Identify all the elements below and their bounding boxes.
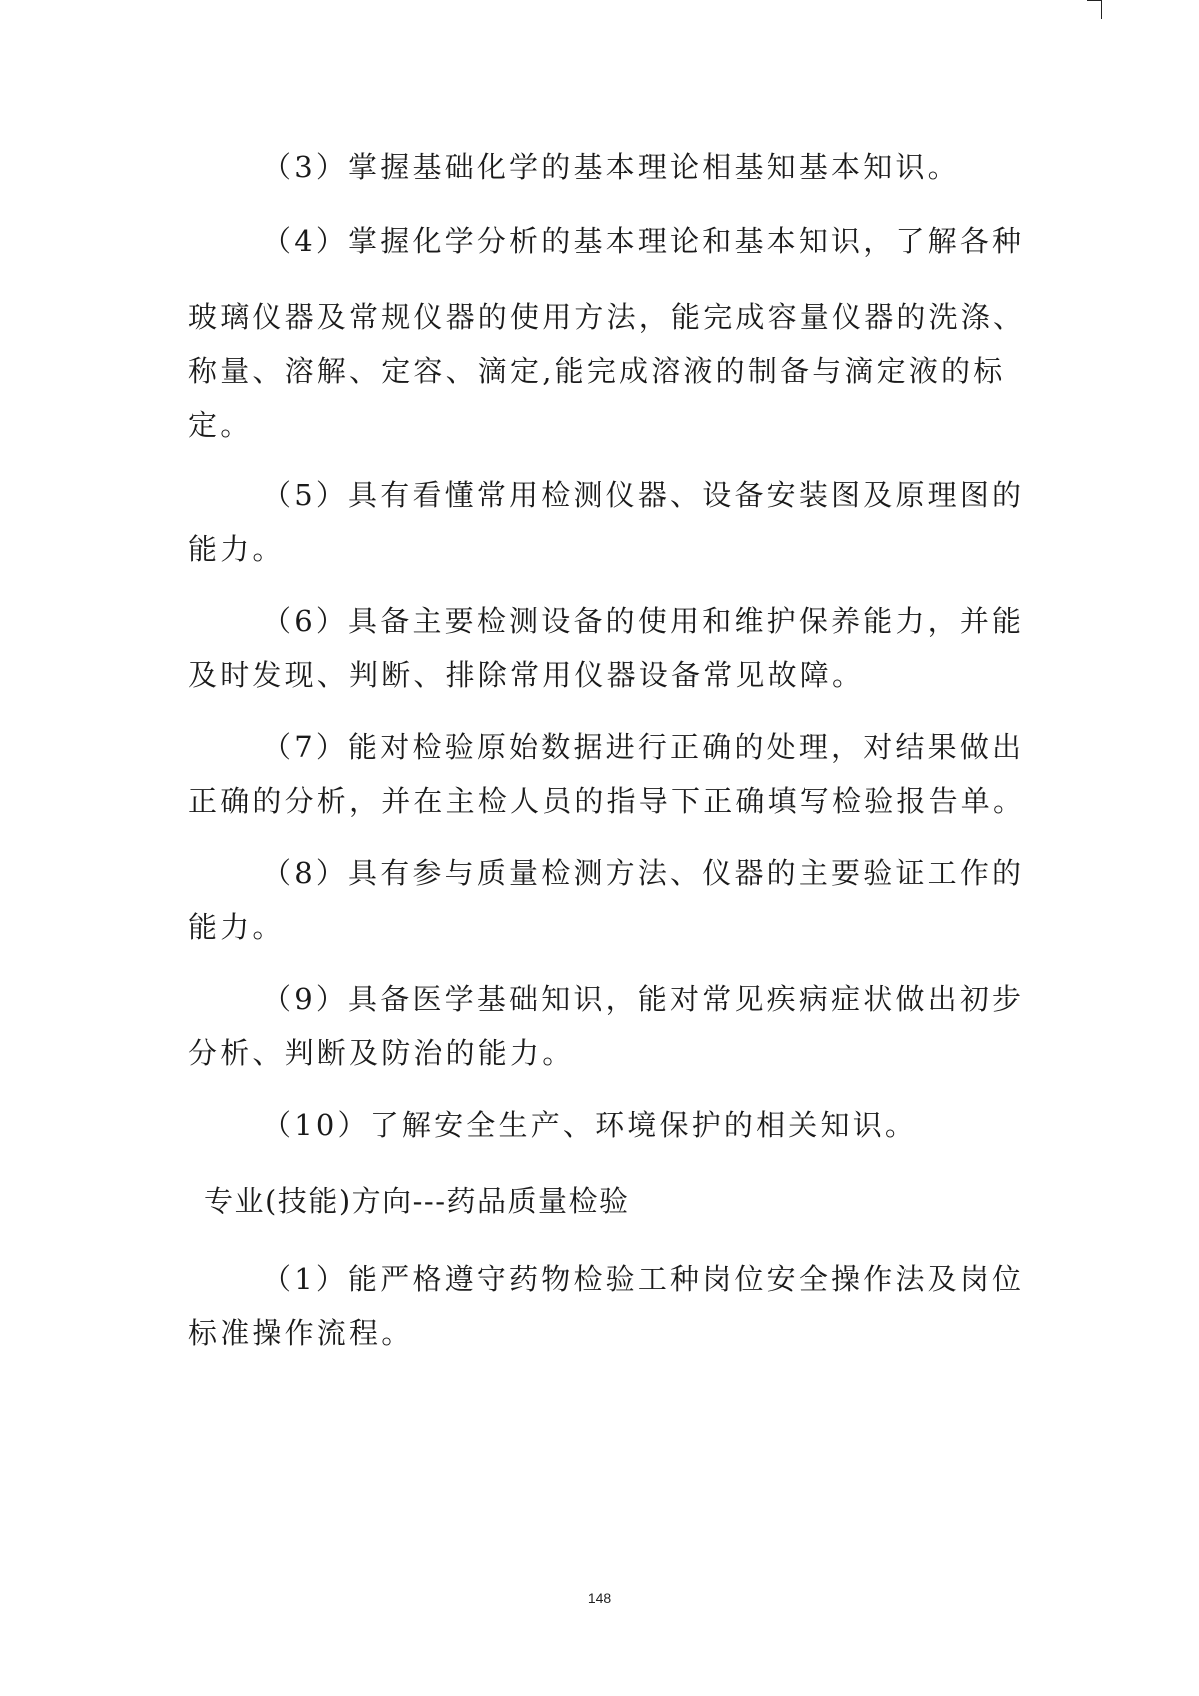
paragraph-item-4-continued	[188, 290, 1026, 452]
paragraph-item-6	[188, 594, 1025, 702]
text-line: 分析、判断及防治的能力。	[188, 1036, 575, 1070]
text-line: （1）能严格遵守药物检验工种岗位安全操作法及岗位	[262, 1262, 1025, 1296]
paragraph-item-5	[188, 468, 1025, 576]
paragraph-item-9	[188, 972, 1025, 1080]
text-line: （4）掌握化学分析的基本理论和基本知识，了解各种	[262, 224, 1025, 258]
text-line: 玻璃仪器及常规仪器的使用方法，能完成容量仪器的洗涤、	[188, 300, 1026, 334]
text-line: （5）具有看懂常用检测仪器、设备安装图及原理图的	[262, 478, 1025, 512]
text-line: 能力。	[188, 910, 285, 944]
crop-mark	[1087, 0, 1102, 19]
text-line: 专业(技能)方向---药品质量检验	[204, 1184, 630, 1218]
text-line: 能力。	[188, 532, 285, 566]
text-line: （9）具备医学基础知识，能对常见疾病症状做出初步	[262, 982, 1025, 1016]
page-number: 148	[587, 1590, 612, 1606]
paragraph-item-10	[262, 1098, 1092, 1152]
text-line: 定。	[188, 408, 253, 442]
text-line: （7）能对检验原始数据进行正确的处理，对结果做出	[262, 730, 1025, 764]
paragraph-item-8	[188, 846, 1025, 954]
paragraph-skill-item-1	[188, 1252, 1025, 1360]
text-line: 标准操作流程。	[188, 1316, 414, 1350]
text-line: 称量、溶解、定容、滴定,能完成溶液的制备与滴定液的标	[188, 354, 1006, 388]
text-line: （10）了解安全生产、环境保护的相关知识。	[262, 1108, 918, 1142]
paragraph-item-7	[188, 720, 1026, 828]
paragraph-item-4	[262, 214, 1092, 268]
text-line: （3）掌握基础化学的基本理论相基知基本知识。	[262, 150, 960, 184]
text-line: 及时发现、判断、排除常用仪器设备常见故障。	[188, 658, 865, 692]
paragraph-item-3	[262, 140, 1092, 194]
text-line: 正确的分析，并在主检人员的指导下正确填写检验报告单。	[188, 784, 1026, 818]
text-line: （8）具有参与质量检测方法、仪器的主要验证工作的	[262, 856, 1025, 890]
section-heading	[204, 1174, 1034, 1228]
text-line: （6）具备主要检测设备的使用和维护保养能力，并能	[262, 604, 1025, 638]
